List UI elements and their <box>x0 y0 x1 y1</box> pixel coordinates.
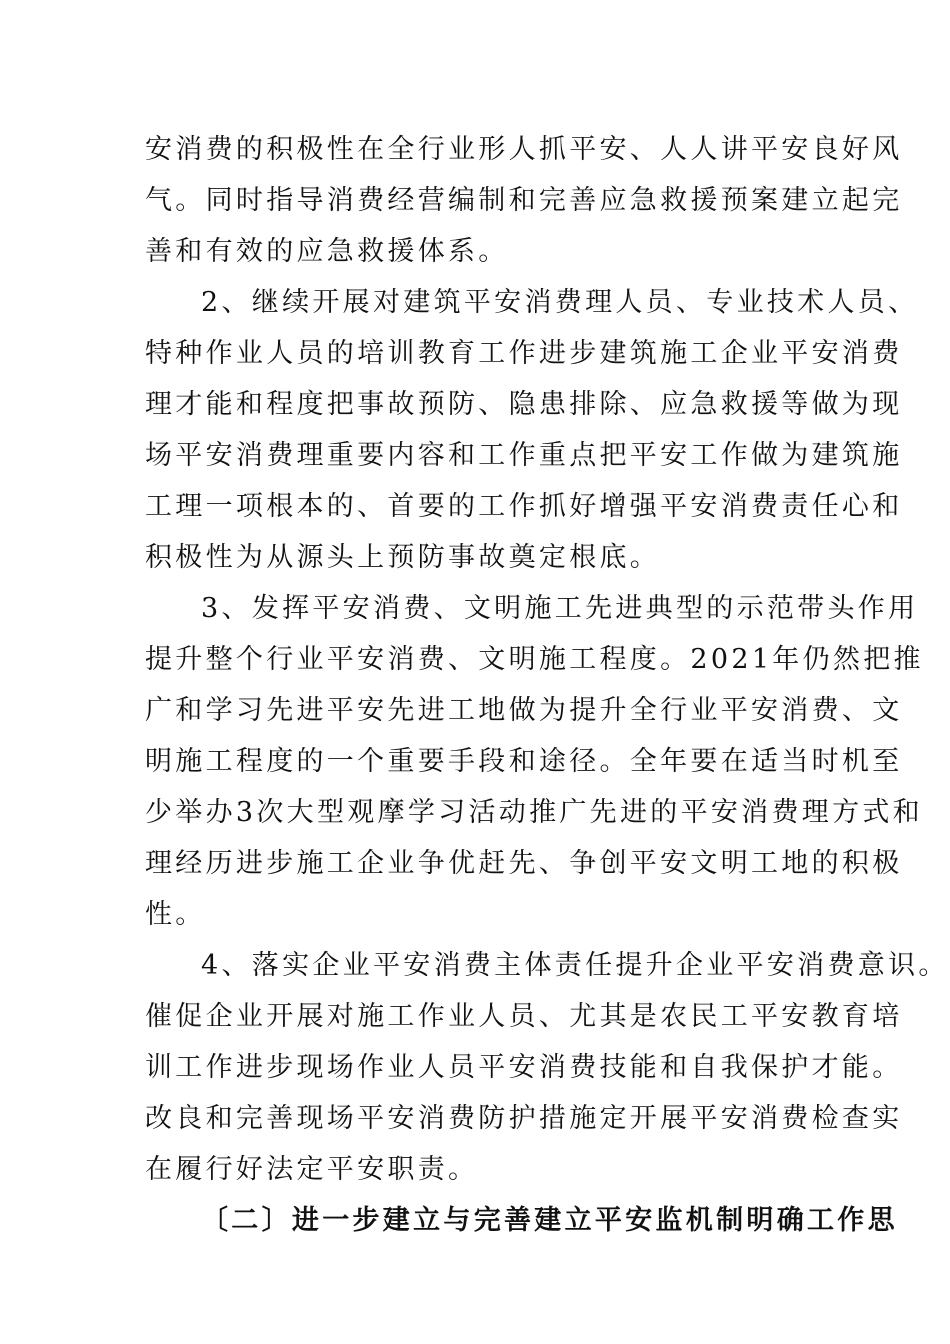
body-text-line: 气。同时指导消费经营编制和完善应急救援预案建立起完 <box>145 185 903 216</box>
body-text-line: 广和学习先进平安先进工地做为提升全行业平安消费、文 <box>145 695 903 726</box>
body-text-line: 改良和完善现场平安消费防护措施定开展平安消费检查实 <box>145 1103 903 1134</box>
body-text-line: 少举办3次大型观摩学习活动推广先进的平安消费理方式和 <box>145 797 923 828</box>
paragraph-3-first-line: 3、发挥平安消费、文明施工先进典型的示范带头作用 <box>201 593 919 624</box>
body-text-line: 性。 <box>145 899 206 930</box>
body-text-line: 场平安消费理重要内容和工作重点把平安工作做为建筑施 <box>145 440 903 471</box>
body-text-line: 工理一项根本的、首要的工作抓好增强平安消费责任心和 <box>145 491 903 522</box>
body-text-line: 提升整个行业平安消费、文明施工程度。2021年仍然把推 <box>145 644 924 675</box>
body-text-line: 善和有效的应急救援体系。 <box>145 236 509 267</box>
paragraph-2-first-line: 2、继续开展对建筑平安消费理人员、专业技术人员、 <box>201 287 919 318</box>
paragraph-4-first-line: 4、落实企业平安消费主体责任提升企业平安消费意识。 <box>201 950 949 981</box>
section-heading: 〔二〕进一步建立与完善建立平安监机制明确工作思 <box>201 1205 898 1236</box>
body-text-line: 理经历进步施工企业争优赶先、争创平安文明工地的积极 <box>145 848 903 879</box>
body-text-line: 特种作业人员的培训教育工作进步建筑施工企业平安消费 <box>145 338 903 369</box>
body-text-line: 在履行好法定平安职责。 <box>145 1154 479 1185</box>
body-text-line: 积极性为从源头上预防事故奠定根底。 <box>145 542 661 573</box>
body-text-line: 明施工程度的一个重要手段和途径。全年要在适当时机至 <box>145 746 903 777</box>
body-text-line: 理才能和程度把事故预防、隐患排除、应急救援等做为现 <box>145 389 903 420</box>
body-text-line: 安消费的积极性在全行业形人抓平安、人人讲平安良好风 <box>145 134 903 165</box>
body-text-line: 训工作进步现场作业人员平安消费技能和自我保护才能。 <box>145 1052 903 1083</box>
body-text-line: 催促企业开展对施工作业人员、尤其是农民工平安教育培 <box>145 1001 903 1032</box>
